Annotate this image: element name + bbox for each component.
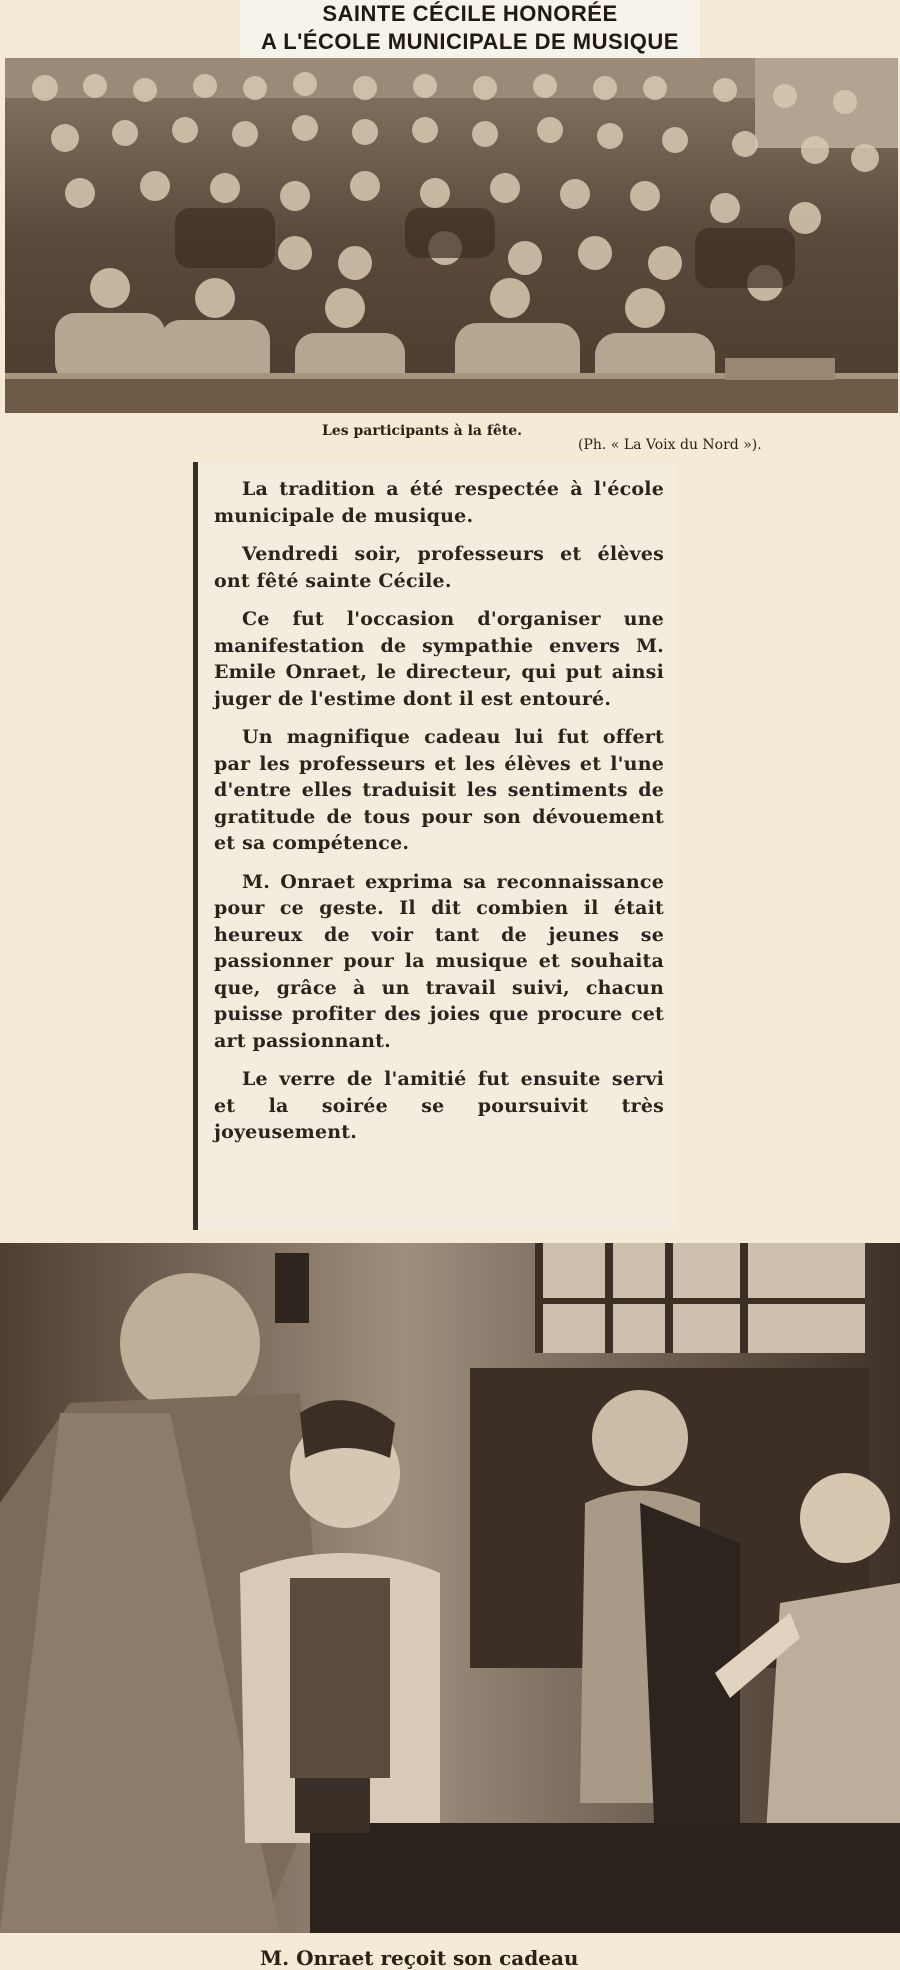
- article-paragraph-6: Le verre de l'amitié fut ensuite servi et la soirée se poursuivit très joyeusement.: [214, 1068, 664, 1143]
- article-paragraph-4: Un magnifique cadeau lui fut offert par les professeurs et les élèves et l'une d'entre elles traduisit les sentiments de gratitude de tous pour son dévouement et sa compétence.: [214, 726, 664, 854]
- article-paragraph-2: Vendredi soir, professeurs et élèves ont fêté sainte Cécile.: [214, 543, 664, 592]
- headline: [240, 0, 700, 58]
- gift-photo: [0, 1243, 900, 1933]
- headline-line-2: A L'ÉCOLE MUNICIPALE DE MUSIQUE: [261, 29, 679, 54]
- article-paragraph-5: M. Onraet exprima sa reconnaissance pour ce geste. Il dit combien il était heureux de voir tant de jeunes se passionner pour la musique et souhaita que, grâce à un travail suivi, chacun puisse profiter des joies que procure cet art passionnant.: [214, 870, 664, 1052]
- group-photo-image: [5, 58, 898, 413]
- photo-credit: (Ph. « La Voix du Nord »).: [578, 437, 762, 453]
- headline-line-1: SAINTE CÉCILE HONORÉE: [322, 1, 618, 26]
- article-paragraph-1: La tradition a été respectée à l'école municipale de musique.: [214, 478, 664, 527]
- article-body: [193, 462, 676, 1230]
- group-photo: [5, 58, 898, 413]
- gift-photo-caption: M. Onraet reçoit son cadeau: [260, 1946, 579, 1970]
- article-paragraph-3: Ce fut l'occasion d'organiser une manifestation de sympathie envers M. Emile Onraet, le directeur, qui put ainsi juger de l'estime dont il est entouré.: [214, 608, 664, 710]
- group-photo-caption: Les participants à la fête.: [322, 423, 523, 439]
- gift-photo-image: [0, 1243, 900, 1933]
